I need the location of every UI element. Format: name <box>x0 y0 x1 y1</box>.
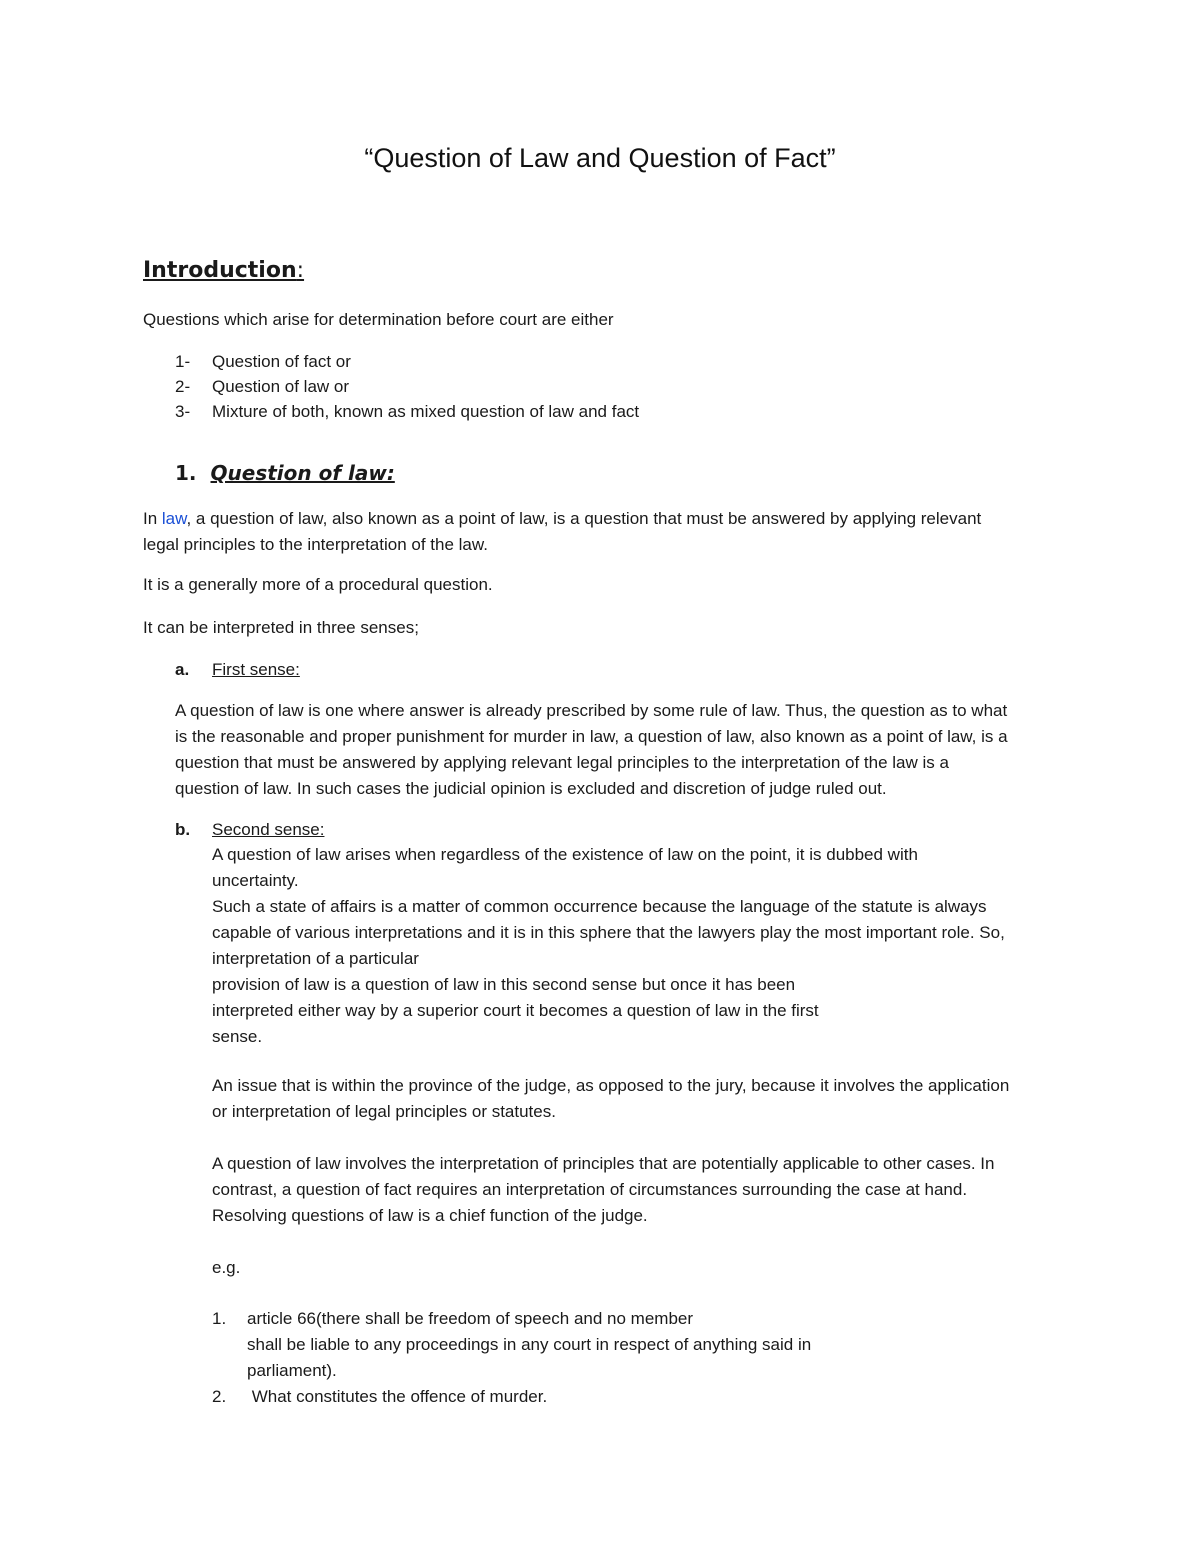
example-text: What constitutes the offence of murder. <box>247 1387 548 1406</box>
paragraph-line: A question of law is one where answer is already prescribed by some rule of law. Thus, the question as to what <box>175 701 1008 720</box>
paragraph-line: Such a state of affairs is a matter of common occurrence because the language of the statute is always <box>212 897 987 916</box>
document-title: “Question of Law and Question of Fact” <box>364 143 836 173</box>
paragraph-line: or interpretation of legal principles or statutes. <box>212 1102 556 1121</box>
intro-heading <box>143 258 304 283</box>
example-text <box>247 1306 811 1384</box>
section-1-heading <box>175 461 395 485</box>
section-1-paragraph-2: It is a generally more of a procedural question. <box>143 575 493 594</box>
section-1-paragraph-3: It can be interpreted in three senses; <box>143 618 419 637</box>
paragraph-text: In <box>143 509 162 528</box>
paragraph-line: interpreted either way by a superior court it becomes a question of law in the first <box>212 1001 819 1020</box>
second-sense-letter: b. <box>175 820 191 839</box>
intro-list <box>175 349 1075 439</box>
paragraph-line: shall be liable to any proceedings in any court in respect of anything said in <box>247 1335 812 1354</box>
paragraph-line: interpretation of a particular <box>212 949 419 968</box>
example-number: 1. <box>212 1309 227 1328</box>
section-1-number: 1. <box>175 461 197 485</box>
second-sense-label: Second sense: <box>212 820 325 839</box>
paragraph-line: A question of law arises when regardless of the existence of law on the point, it is dubbed with <box>212 845 918 864</box>
second-sense-heading <box>175 817 475 843</box>
paragraph-line: uncertainty. <box>212 871 299 890</box>
section-1-paragraph-1 <box>143 506 981 558</box>
paragraph-line: legal principles to the interpretation of the law. <box>143 535 488 554</box>
intro-heading-colon: : <box>296 258 305 283</box>
first-sense-label: First sense: <box>212 660 300 679</box>
paragraph-line: article 66(there shall be freedom of speech and no member <box>247 1309 694 1328</box>
law-link[interactable]: law <box>161 509 187 528</box>
paragraph-line: parliament). <box>247 1361 337 1380</box>
section-1-title: Question of law: <box>210 461 395 485</box>
list-item-text: Mixture of both, known as mixed question of law and fact <box>212 402 640 421</box>
paragraph-line: is the reasonable and proper punishment for murder in law, a question of law, also known as a point of law, is a <box>175 727 1008 746</box>
paragraph-line: Resolving questions of law is a chief function of the judge. <box>212 1206 648 1225</box>
paragraph-text: , a question of law, also known as a point of law, is a question that must be answered by applying relevant <box>186 509 982 528</box>
paragraph-line: question of law. In such cases the judicial opinion is excluded and discretion of judge ruled out. <box>175 779 887 798</box>
paragraph-line <box>143 506 981 532</box>
second-sense-paragraph-2 <box>212 1073 1009 1125</box>
first-sense-letter: a. <box>175 660 190 679</box>
paragraph-line: provision of law is a question of law in this second sense but once it has been <box>212 975 796 994</box>
first-sense-body <box>175 698 1008 802</box>
list-item-text: Question of fact or <box>212 352 351 371</box>
list-item-number: 3- <box>175 402 191 421</box>
example-number: 2. <box>212 1387 227 1406</box>
paragraph-line: capable of various interpretations and it is in this sphere that the lawyers play the most important role. So, <box>212 923 1005 942</box>
list-item-number: 1- <box>175 352 191 371</box>
example-item <box>212 1384 912 1414</box>
example-label: e.g. <box>212 1258 241 1277</box>
list-item-text: Question of law or <box>212 377 350 396</box>
example-item <box>212 1306 912 1386</box>
second-sense-body <box>212 842 1005 1050</box>
second-sense-paragraph-3 <box>212 1151 994 1229</box>
intro-lead: Questions which arise for determination before court are either <box>143 310 614 329</box>
paragraph-line: An issue that is within the province of the judge, as opposed to the jury, because it involves the application <box>212 1076 1010 1095</box>
paragraph-line: contrast, a question of fact requires an interpretation of circumstances surrounding the case at hand. <box>212 1180 968 1199</box>
paragraph-line: question that must be answered by applying relevant legal principles to the interpretation of the law is a <box>175 753 949 772</box>
paragraph-line: A question of law involves the interpretation of principles that are potentially applicable to other cases. In <box>212 1154 995 1173</box>
paragraph-line: sense. <box>212 1027 263 1046</box>
intro-heading-text: Introduction <box>143 258 297 283</box>
list-item-number: 2- <box>175 377 191 396</box>
first-sense-heading <box>175 657 475 683</box>
